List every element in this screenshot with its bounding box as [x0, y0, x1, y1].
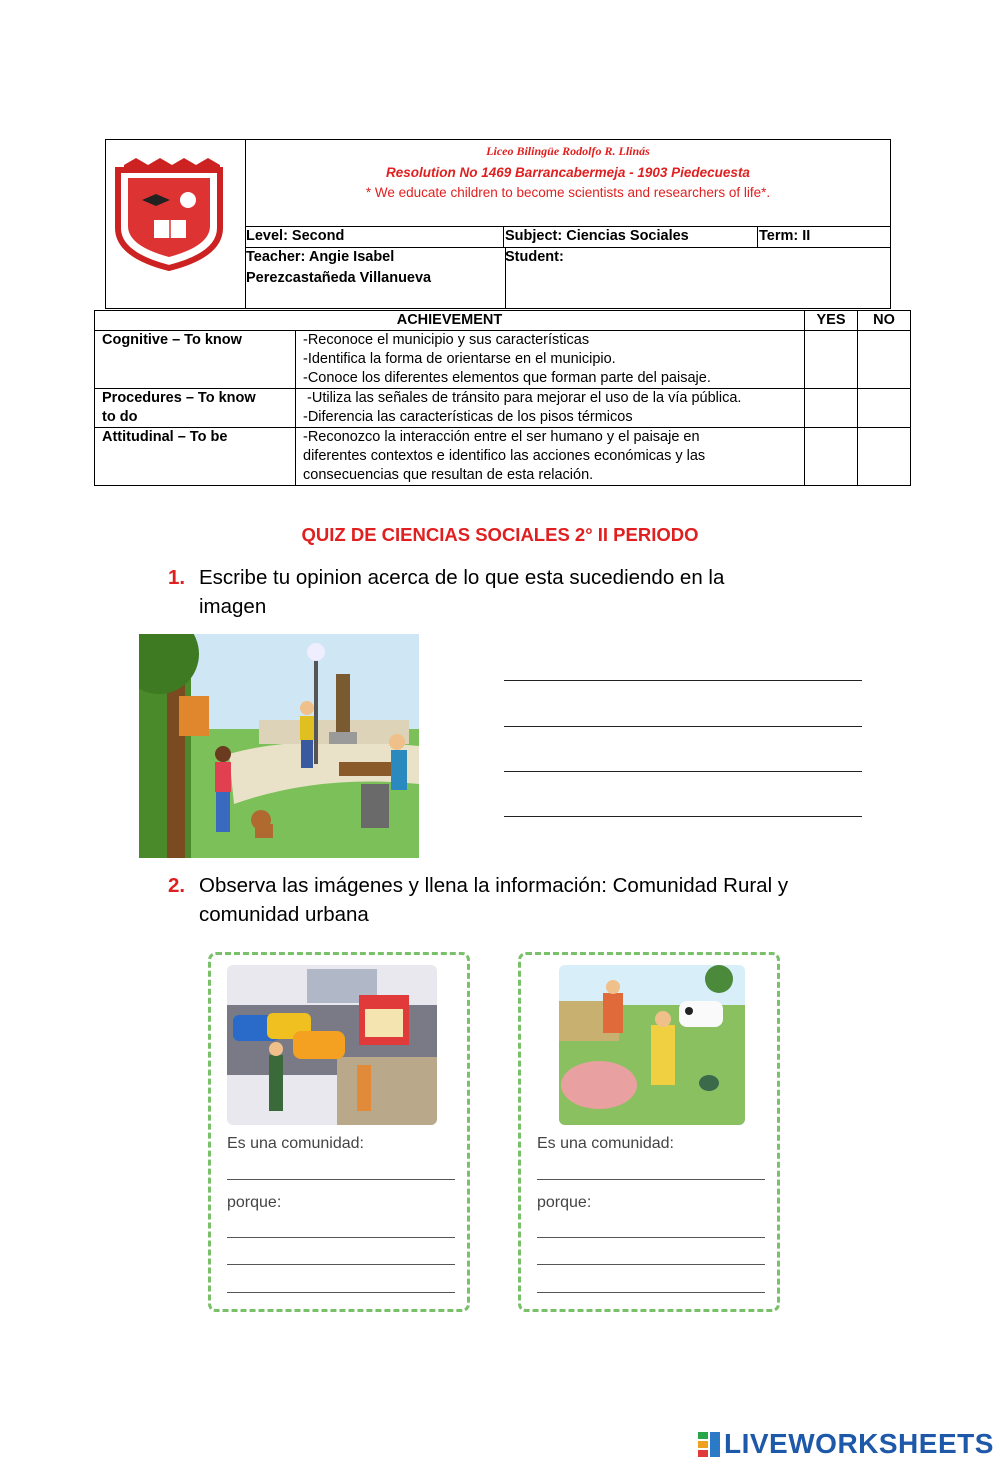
- answer-line[interactable]: [227, 1179, 455, 1180]
- answer-line[interactable]: [504, 816, 862, 817]
- achievement-table: [94, 310, 911, 486]
- question-text-line: comunidad urbana: [199, 903, 369, 926]
- achievement-item: consecuencias que resultan de esta relación.: [303, 467, 594, 483]
- table-row: [95, 389, 911, 428]
- achievement-item: -Reconozco la interacción entre el ser humano y el paisaje en: [303, 429, 700, 445]
- yes-check-cell[interactable]: [805, 428, 858, 486]
- table-row: [95, 428, 911, 486]
- achievement-item: -Identifica la forma de orientarse en el municipio.: [303, 351, 616, 367]
- teacher-field: [245, 247, 506, 309]
- community-label: Es una comunidad:: [227, 1135, 364, 1152]
- answer-line[interactable]: [537, 1237, 765, 1238]
- items-cell: [296, 331, 805, 389]
- no-check-cell[interactable]: [858, 389, 911, 428]
- school-resolution: Resolution No 1469 Barrancabermeja - 1903 Piedecuesta: [386, 165, 750, 180]
- question-2: [168, 871, 888, 929]
- question-text-line: imagen: [199, 595, 267, 618]
- table-row: [95, 331, 911, 389]
- category-cell: Cognitive – To know: [95, 331, 296, 389]
- school-logo-cell: [106, 140, 246, 308]
- table-header-row: [95, 311, 911, 331]
- community-label: Es una comunidad:: [537, 1135, 674, 1152]
- urban-scene-image: [227, 965, 437, 1125]
- items-cell: [296, 428, 805, 486]
- answer-line[interactable]: [504, 726, 862, 727]
- park-cleanup-illustration: [139, 634, 419, 858]
- answer-line[interactable]: [504, 680, 862, 681]
- no-check-cell[interactable]: [858, 428, 911, 486]
- no-header: NO: [858, 311, 911, 331]
- category-line: to do: [102, 409, 138, 425]
- question-number: 1.: [168, 566, 186, 589]
- achievement-item: -Conoce los diferentes elementos que forman parte del paisaje.: [303, 370, 711, 386]
- answer-line[interactable]: [227, 1264, 455, 1265]
- category-line: Procedures – To know: [102, 390, 256, 406]
- header-info-row: [245, 226, 890, 248]
- rural-scene-image: [559, 965, 745, 1125]
- because-label: porque:: [227, 1194, 282, 1211]
- yes-check-cell[interactable]: [805, 389, 858, 428]
- category-cell: [95, 389, 296, 428]
- achievement-item: diferentes contextos e identifico las acciones económicas y las: [303, 448, 706, 464]
- achievement-item: -Reconoce el municipio y sus características: [303, 332, 590, 348]
- school-info: [246, 140, 890, 226]
- answer-line[interactable]: [537, 1264, 765, 1265]
- items-cell: [296, 389, 805, 428]
- liveworksheets-logo-icon: [698, 1432, 720, 1458]
- question-number: 2.: [168, 874, 186, 897]
- liveworksheets-brand[interactable]: LIVEWORKSHEETS: [724, 1428, 994, 1459]
- urban-community-card: [208, 952, 470, 1312]
- rural-community-card: [518, 952, 780, 1312]
- no-check-cell[interactable]: [858, 331, 911, 389]
- yes-check-cell[interactable]: [805, 331, 858, 389]
- quiz-title: QUIZ DE CIENCIAS SOCIALES 2° II PERIODO: [301, 524, 699, 545]
- question-text-line: Escribe tu opinion acerca de lo que esta sucediendo en la: [199, 566, 725, 589]
- student-field: Student:: [505, 249, 564, 265]
- answer-line[interactable]: [227, 1237, 455, 1238]
- answer-line[interactable]: [537, 1292, 765, 1293]
- level-field: Level: Second: [245, 227, 504, 247]
- school-name: Liceo Bilingüe Rodolfo R. Llinás: [486, 144, 650, 158]
- teacher-line-1: Teacher: Angie Isabel: [246, 249, 395, 265]
- answer-line[interactable]: [537, 1179, 765, 1180]
- answer-line[interactable]: [227, 1292, 455, 1293]
- question-text-line: Observa las imágenes y llena la información: Comunidad Rural y: [199, 874, 789, 897]
- achievement-header: ACHIEVEMENT: [95, 311, 805, 331]
- term-field: Term: II: [759, 228, 811, 244]
- teacher-line-2: Perezcastañeda Villanueva: [246, 270, 432, 286]
- achievement-item: -Utiliza las señales de tránsito para mejorar el uso de la vía pública.: [303, 390, 742, 406]
- achievement-item: -Diferencia las características de los pisos térmicos: [303, 409, 633, 425]
- answer-line[interactable]: [504, 771, 862, 772]
- because-label: porque:: [537, 1194, 592, 1211]
- header-box: [105, 139, 891, 309]
- subject-field: Subject: Ciencias Sociales: [504, 227, 758, 247]
- yes-header: YES: [805, 311, 858, 331]
- question-1: [168, 563, 888, 621]
- category-cell: Attitudinal – To be: [95, 428, 296, 486]
- school-motto: * We educate children to become scientists and researchers of life*.: [365, 185, 771, 200]
- header-teacher-row: [245, 247, 890, 308]
- school-crest-logo: [106, 140, 245, 308]
